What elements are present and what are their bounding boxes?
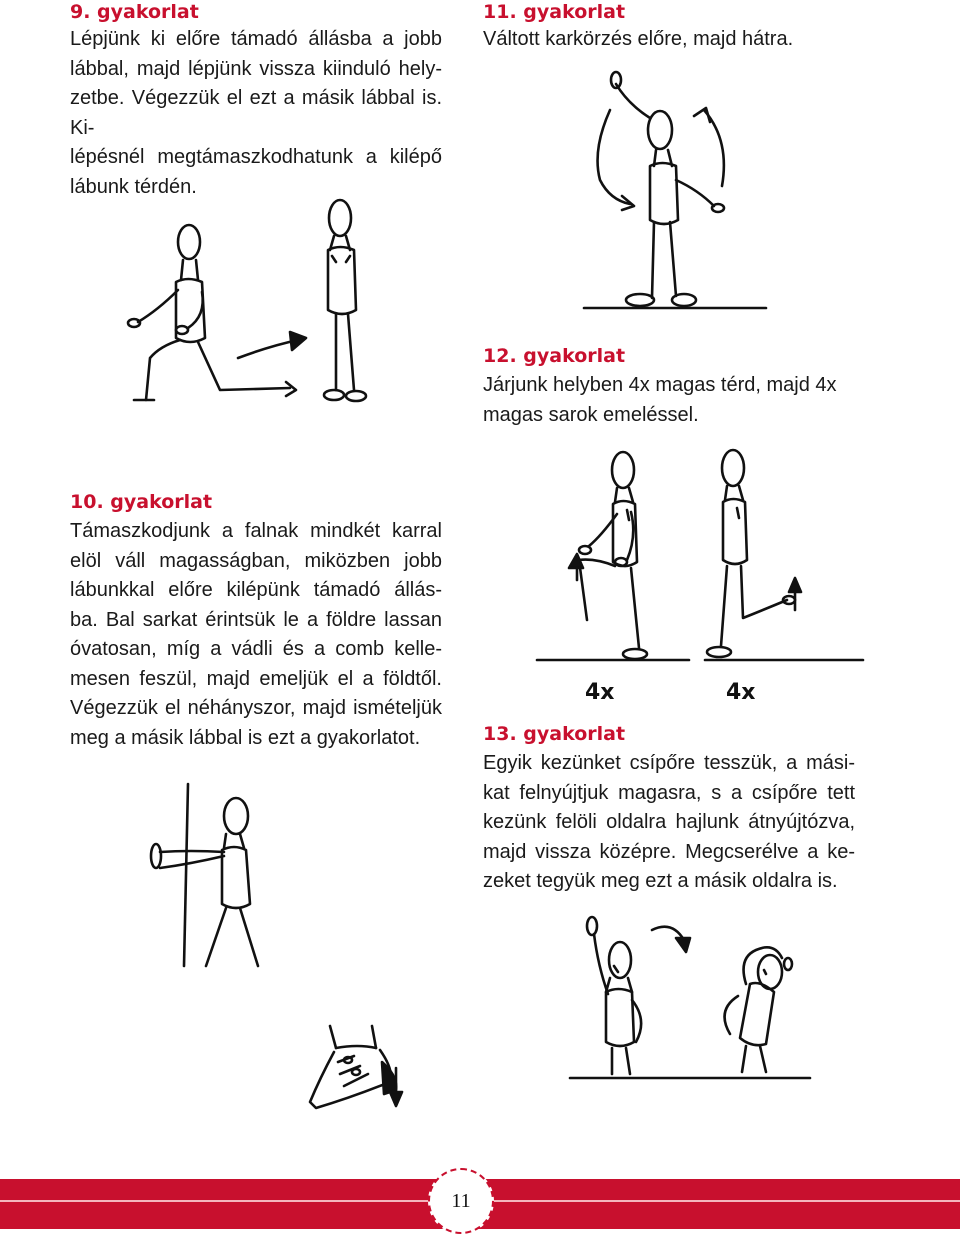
exercise-11-title: 11. gyakorlat	[483, 1, 626, 23]
page-number: 11	[428, 1168, 494, 1234]
text-line: lábbal, majd lépjünk vissza kiinduló hely-	[70, 57, 442, 80]
exercise-13-title: 13. gyakorlat	[483, 723, 626, 745]
exercise-11-illustration	[580, 70, 770, 310]
text-line: kezünk felöli oldalra hajlunk átnyújtózva,	[483, 811, 855, 833]
text-line: Váltott karkörzés előre, majd hátra.	[483, 28, 794, 50]
shoe-illustration	[300, 1022, 420, 1112]
exercise-10	[70, 490, 442, 753]
text-line: lábunk térdén.	[70, 175, 197, 198]
text-line: lépésnél megtámaszkodhatunk a kilépő	[70, 146, 442, 168]
exercise-13-text	[483, 749, 855, 897]
exercise-9-text	[70, 25, 442, 202]
exercise-9-illustration	[110, 190, 390, 420]
text-line: zetbe. Végezzük el ezt a másik lábbal is. Ki-	[70, 87, 442, 139]
exercise-10-text	[70, 517, 442, 753]
text-line: zeket tegyük meg ezt a másik oldalra is.	[483, 870, 838, 892]
text-line: Járjunk helyben 4x magas térd, majd 4x	[483, 374, 837, 396]
text-line: mesen feszül, majd emeljük el a földtől.	[70, 667, 442, 690]
exercise-13-illustration	[560, 910, 820, 1080]
exercise-9-title: 9. gyakorlat	[70, 1, 199, 23]
text-line: ba. Bal sarkat érintsük le a földre lassan	[70, 608, 442, 631]
text-line: Támaszkodjunk a falnak mindkét karral	[70, 520, 442, 542]
exercise-9	[70, 0, 442, 202]
repetition-label: 4x	[726, 680, 756, 705]
exercise-12-text	[483, 371, 863, 430]
exercise-12	[483, 344, 863, 430]
text-line: magas sarok emeléssel.	[483, 403, 699, 426]
text-line: elöl váll magasságban, miközben jobb	[70, 549, 442, 572]
exercise-12-illustration	[535, 450, 865, 670]
text-line: kat felnyújtjuk magasra, s a csípőre tett	[483, 781, 855, 804]
repetition-label: 4x	[585, 680, 615, 705]
text-line: óvatosan, míg a vádli és a comb kelle-	[70, 638, 442, 660]
exercise-10-title: 10. gyakorlat	[70, 491, 213, 513]
text-line: majd vissza középre. Megcserélve a ke-	[483, 840, 855, 863]
text-line: Egyik kezünket csípőre tesszük, a mási-	[483, 752, 855, 774]
exercise-11-text	[483, 25, 883, 55]
exercise-11	[483, 0, 883, 55]
exercise-12-title: 12. gyakorlat	[483, 345, 626, 367]
exercise-10-illustration	[140, 780, 300, 970]
text-line: Végezzük el néhányszor, majd ismételjük	[70, 697, 442, 719]
exercise-13	[483, 722, 855, 897]
text-line: meg a másik lábbal is ezt a gyakorlatot.	[70, 726, 421, 749]
text-line: Lépjünk ki előre támadó állásba a jobb	[70, 28, 442, 50]
text-line: lábunkkal előre kilépünk támadó állás-	[70, 579, 442, 601]
